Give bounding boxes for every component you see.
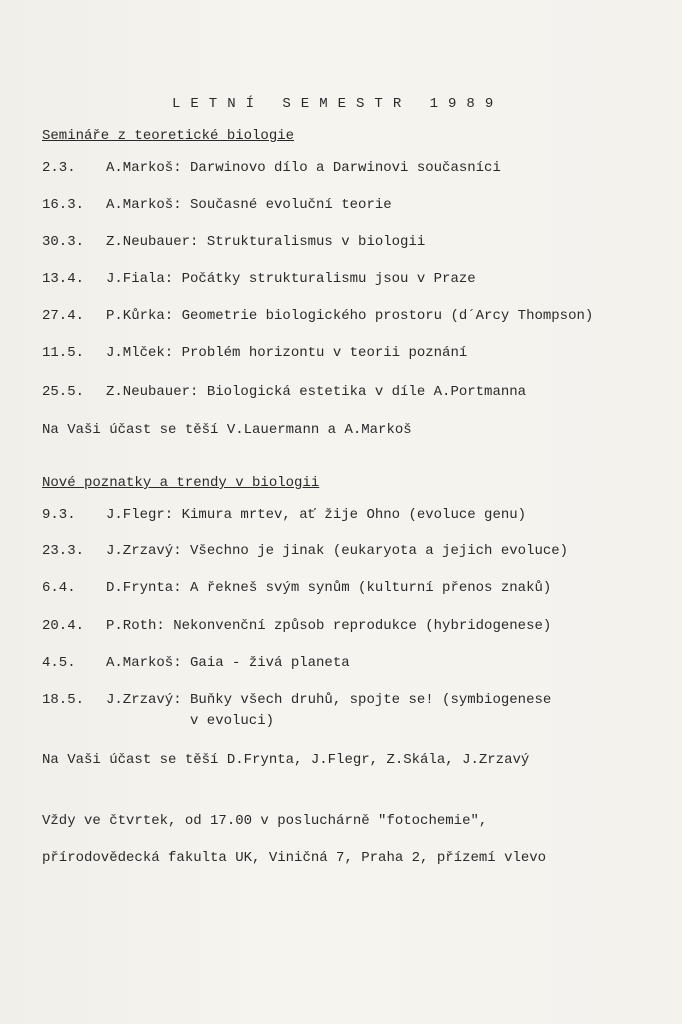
footer-line-2: přírodovědecká fakulta UK, Viničná 7, Praha 2, přízemí vlevo (42, 850, 547, 866)
item-text: D.Frynta: A řekneš svým synům (kulturní přenos znaků) (106, 580, 552, 596)
footer-line-1: Vždy ve čtvrtek, od 17.00 v posluchárně "fotochemie", (42, 813, 488, 829)
section2-item (42, 692, 551, 708)
section2-closing: Na Vaši účast se těší D.Frynta, J.Flegr, Z.Skála, J.Zrzavý (42, 752, 530, 768)
item-date: 16.3. (42, 197, 85, 213)
section1-item (42, 160, 501, 176)
item-date: 27.4. (42, 308, 85, 324)
item-text: Z.Neubauer: Strukturalismus v biologii (106, 234, 426, 250)
section2-item (42, 507, 526, 523)
item-date: 20.4. (42, 618, 85, 634)
section1-item (42, 384, 526, 400)
section2-item (42, 580, 551, 596)
section2-heading: Nové poznatky a trendy v biologii (42, 475, 320, 491)
item-text: A.Markoš: Gaia - živá planeta (106, 655, 350, 671)
section2-item (42, 543, 568, 559)
item-text: A.Markoš: Darwinovo dílo a Darwinovi současníci (106, 160, 501, 176)
section1-item (42, 197, 392, 213)
item-text: A.Markoš: Současné evoluční teorie (106, 197, 392, 213)
item-text: J.Zrzavý: Všechno je jinak (eukaryota a jejich evoluce) (106, 543, 569, 559)
item-text: P.Roth: Nekonvenční způsob reprodukce (hybridogenese) (106, 618, 552, 634)
section1-item (42, 271, 476, 287)
item-date: 18.5. (42, 692, 85, 708)
item-date: 30.3. (42, 234, 85, 250)
section1-item (42, 234, 425, 250)
item-date: 13.4. (42, 271, 85, 287)
item-date: 2.3. (42, 160, 76, 176)
item-text: J.Flegr: Kimura mrtev, ať žije Ohno (evoluce genu) (106, 507, 527, 523)
item-text: Z.Neubauer: Biologická estetika v díle A.Portmanna (106, 384, 527, 400)
item-date: 23.3. (42, 543, 85, 559)
item-text: J.Zrzavý: Buňky všech druhů, spojte se! (symbiogenese (106, 692, 552, 708)
item-text: J.Mlček: Problém horizontu v teorii poznání (106, 345, 468, 361)
section2-item (42, 655, 350, 671)
item-text: P.Kůrka: Geometrie biologického prostoru (d´Arcy Thompson) (106, 308, 594, 324)
item-date: 25.5. (42, 384, 85, 400)
section1-item (42, 345, 467, 361)
item-date: 9.3. (42, 507, 76, 523)
document-title: LETNÍ SEMESTR 1989 (172, 96, 504, 112)
section2-item-continuation: v evoluci) (190, 713, 275, 729)
section2-item (42, 618, 551, 634)
section1-closing: Na Vaši účast se těší V.Lauermann a A.Markoš (42, 422, 412, 438)
item-date: 6.4. (42, 580, 76, 596)
item-date: 4.5. (42, 655, 76, 671)
section1-item (42, 308, 593, 324)
item-text: J.Fiala: Počátky strukturalismu jsou v Praze (106, 271, 476, 287)
section1-heading: Semináře z teoretické biologie (42, 128, 295, 144)
item-date: 11.5. (42, 345, 85, 361)
